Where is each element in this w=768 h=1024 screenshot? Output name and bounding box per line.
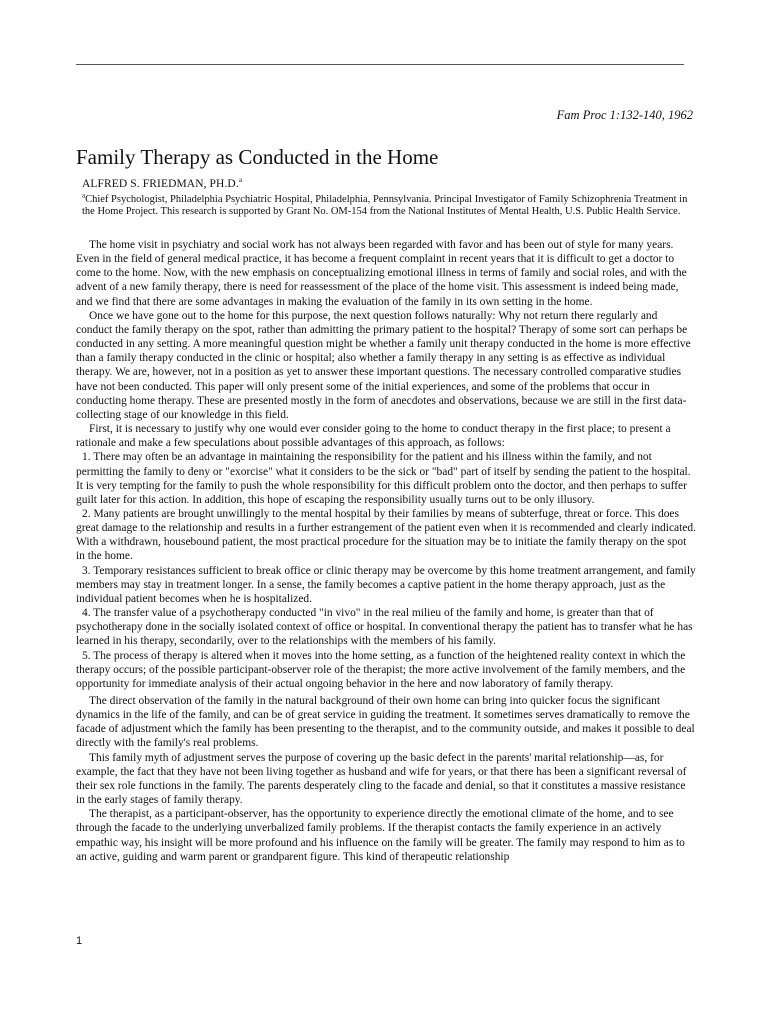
paragraph-home-therapy-question: Once we have gone out to the home for this purpose, the next question follows naturally: Why not return there regularly and conduct the family therapy on the spot, rather than admitting the primary patient to the hospital? Therapy of some sort can perhaps be conducted in any setting. A more meaningful question might be whether a family unit therapy conducted in the home is more effective than a family therapy conducted in the clinic or hospital; also whether a family therapy in any setting is as effective as individual therapy. We are, however, not in a position as yet to answer these important questions. The necessary controlled comparative studies have not been conducted. This paper will only present some of the initial experiences, and some of the problems that occur in conducting home therapy. These are presented mostly in the form of anecdotes and observations, because we are still in the first data-collecting stage of our knowledge in this field.	[76, 309, 691, 421]
list-item-advantage-3: 3. Temporary resistances sufficient to break office or clinic therapy may be overcome by this home treatment arrangement, and family members may stay in treatment longer. In a sense, the family becomes a captive patient in the home therapy approach, just as the individual patient becomes when he is hospitalized.	[76, 564, 696, 605]
author-affiliation	[82, 191, 692, 218]
article-body	[76, 238, 696, 864]
paragraph-intro: The home visit in psychiatry and social work has not always been regarded with favor and has been out of style for many years. Even in the field of general medical practice, it has become a frequent complaint in recent years that it is difficult to get a doctor to come to the home. Now, with the new emphasis on conceptualizing emotional illness in terms of family and social roles, and with the advent of a new family therapy, there is need for reassessment of the place of the home visit. This assessment is indeed being made, and we find that there are some advantages in making the evaluation of the family in its own setting in the home.	[76, 239, 687, 308]
author-line	[82, 178, 242, 190]
header-rule	[76, 64, 684, 65]
affiliation-text: Chief Psychologist, Philadelphia Psychiatric Hospital, Philadelphia, Pennsylvania. Principal Investigator of Family Schizophrenia Treatment in the Home Project. This research is supported by Grant No. OM-154 from the National Institutes of Mental Health, U.S. Public Health Service.	[82, 194, 688, 218]
list-item-advantage-1: 1. There may often be an advantage in maintaining the responsibility for the patient and his illness within the family, and not permitting the family to deny or "exorcise" what it considers to be the sick or "bad" part of itself by sending the patient to the hospital. It is very tempting for the family to push the whole responsibility for this difficult problem onto the doctor, and then perhaps to suffer guilt later for this action. In addition, this hope of escaping the responsibility usually turns out to be only illusory.	[76, 451, 691, 506]
author-name: ALFRED S. FRIEDMAN, PH.D.	[82, 178, 239, 190]
paragraph-participant-observer: The therapist, as a participant-observer, has the opportunity to experience directly the emotional climate of the home, and to see through the facade to the underlying unverbalized family problems. If the therapist contacts the family experience in an actively empathic way, his insight will be more profound and his influence on the family will be greater. The family may respond to him as to an active, guiding and warm parent or grandparent figure. This kind of therapeutic relationship	[76, 808, 685, 863]
affiliation-marker: a	[82, 191, 86, 200]
paragraph-family-myth: This family myth of adjustment serves the purpose of covering up the basic defect in the parents' marital relationship—as, for example, the fact that they have not been living together as husband and wife for years, or that there has been a significant reversal of their sex role functions in the family. The parents desperately cling to the facade and denial, so that it constitutes a massive resistance in the early stages of family therapy.	[76, 751, 687, 807]
paragraph-rationale: First, it is necessary to justify why one would ever consider going to the home to conduct therapy in the first place; to present a rationale and make a few speculations about possible advantages of this approach, as follows:	[76, 423, 671, 450]
journal-citation: Fam Proc 1:132-140, 1962	[556, 108, 693, 122]
list-item-advantage-5: 5. The process of therapy is altered when it moves into the home setting, as a function of the heightened reality context in which the therapy occurs; of the possible participant-observer role of the therapist; the more active involvement of the family members, and the opportunity for immediate analysis of their actual ongoing behavior in the here and now laboratory of family therapy.	[76, 649, 686, 690]
article-title: Family Therapy as Conducted in the Home	[76, 145, 439, 169]
paragraph-direct-observation: The direct observation of the family in the natural background of their own home can bring into quicker focus the significant dynamics in the life of the family, and can be of great service in guiding the treatment. It sometimes serves dramatically to remove the facade of adjustment which the family has been presenting to the therapist, and to the community outside, and makes it possible to deal directly with the family's real problems.	[76, 695, 695, 750]
list-item-advantage-2: 2. Many patients are brought unwillingly to the mental hospital by their families by means of subterfuge, threat or force. This does great damage to the relationship and results in a further estrangement of the patient even when it is recommended and clearly indicated. With a withdrawn, housebound patient, the most practical procedure for the situation may be to initiate the family therapy on the spot in the home.	[76, 507, 696, 563]
author-footnote-marker: a	[238, 176, 243, 185]
list-item-advantage-4: 4. The transfer value of a psychotherapy conducted "in vivo" in the real milieu of the family and home, is greater than that of psychotherapy done in the socially isolated context of office or hospital. In conventional therapy the patient has to transfer what he has learned in his therapy, secondarily, over to the relationships with the members of his family.	[76, 607, 693, 648]
page-number: 1	[76, 935, 83, 947]
